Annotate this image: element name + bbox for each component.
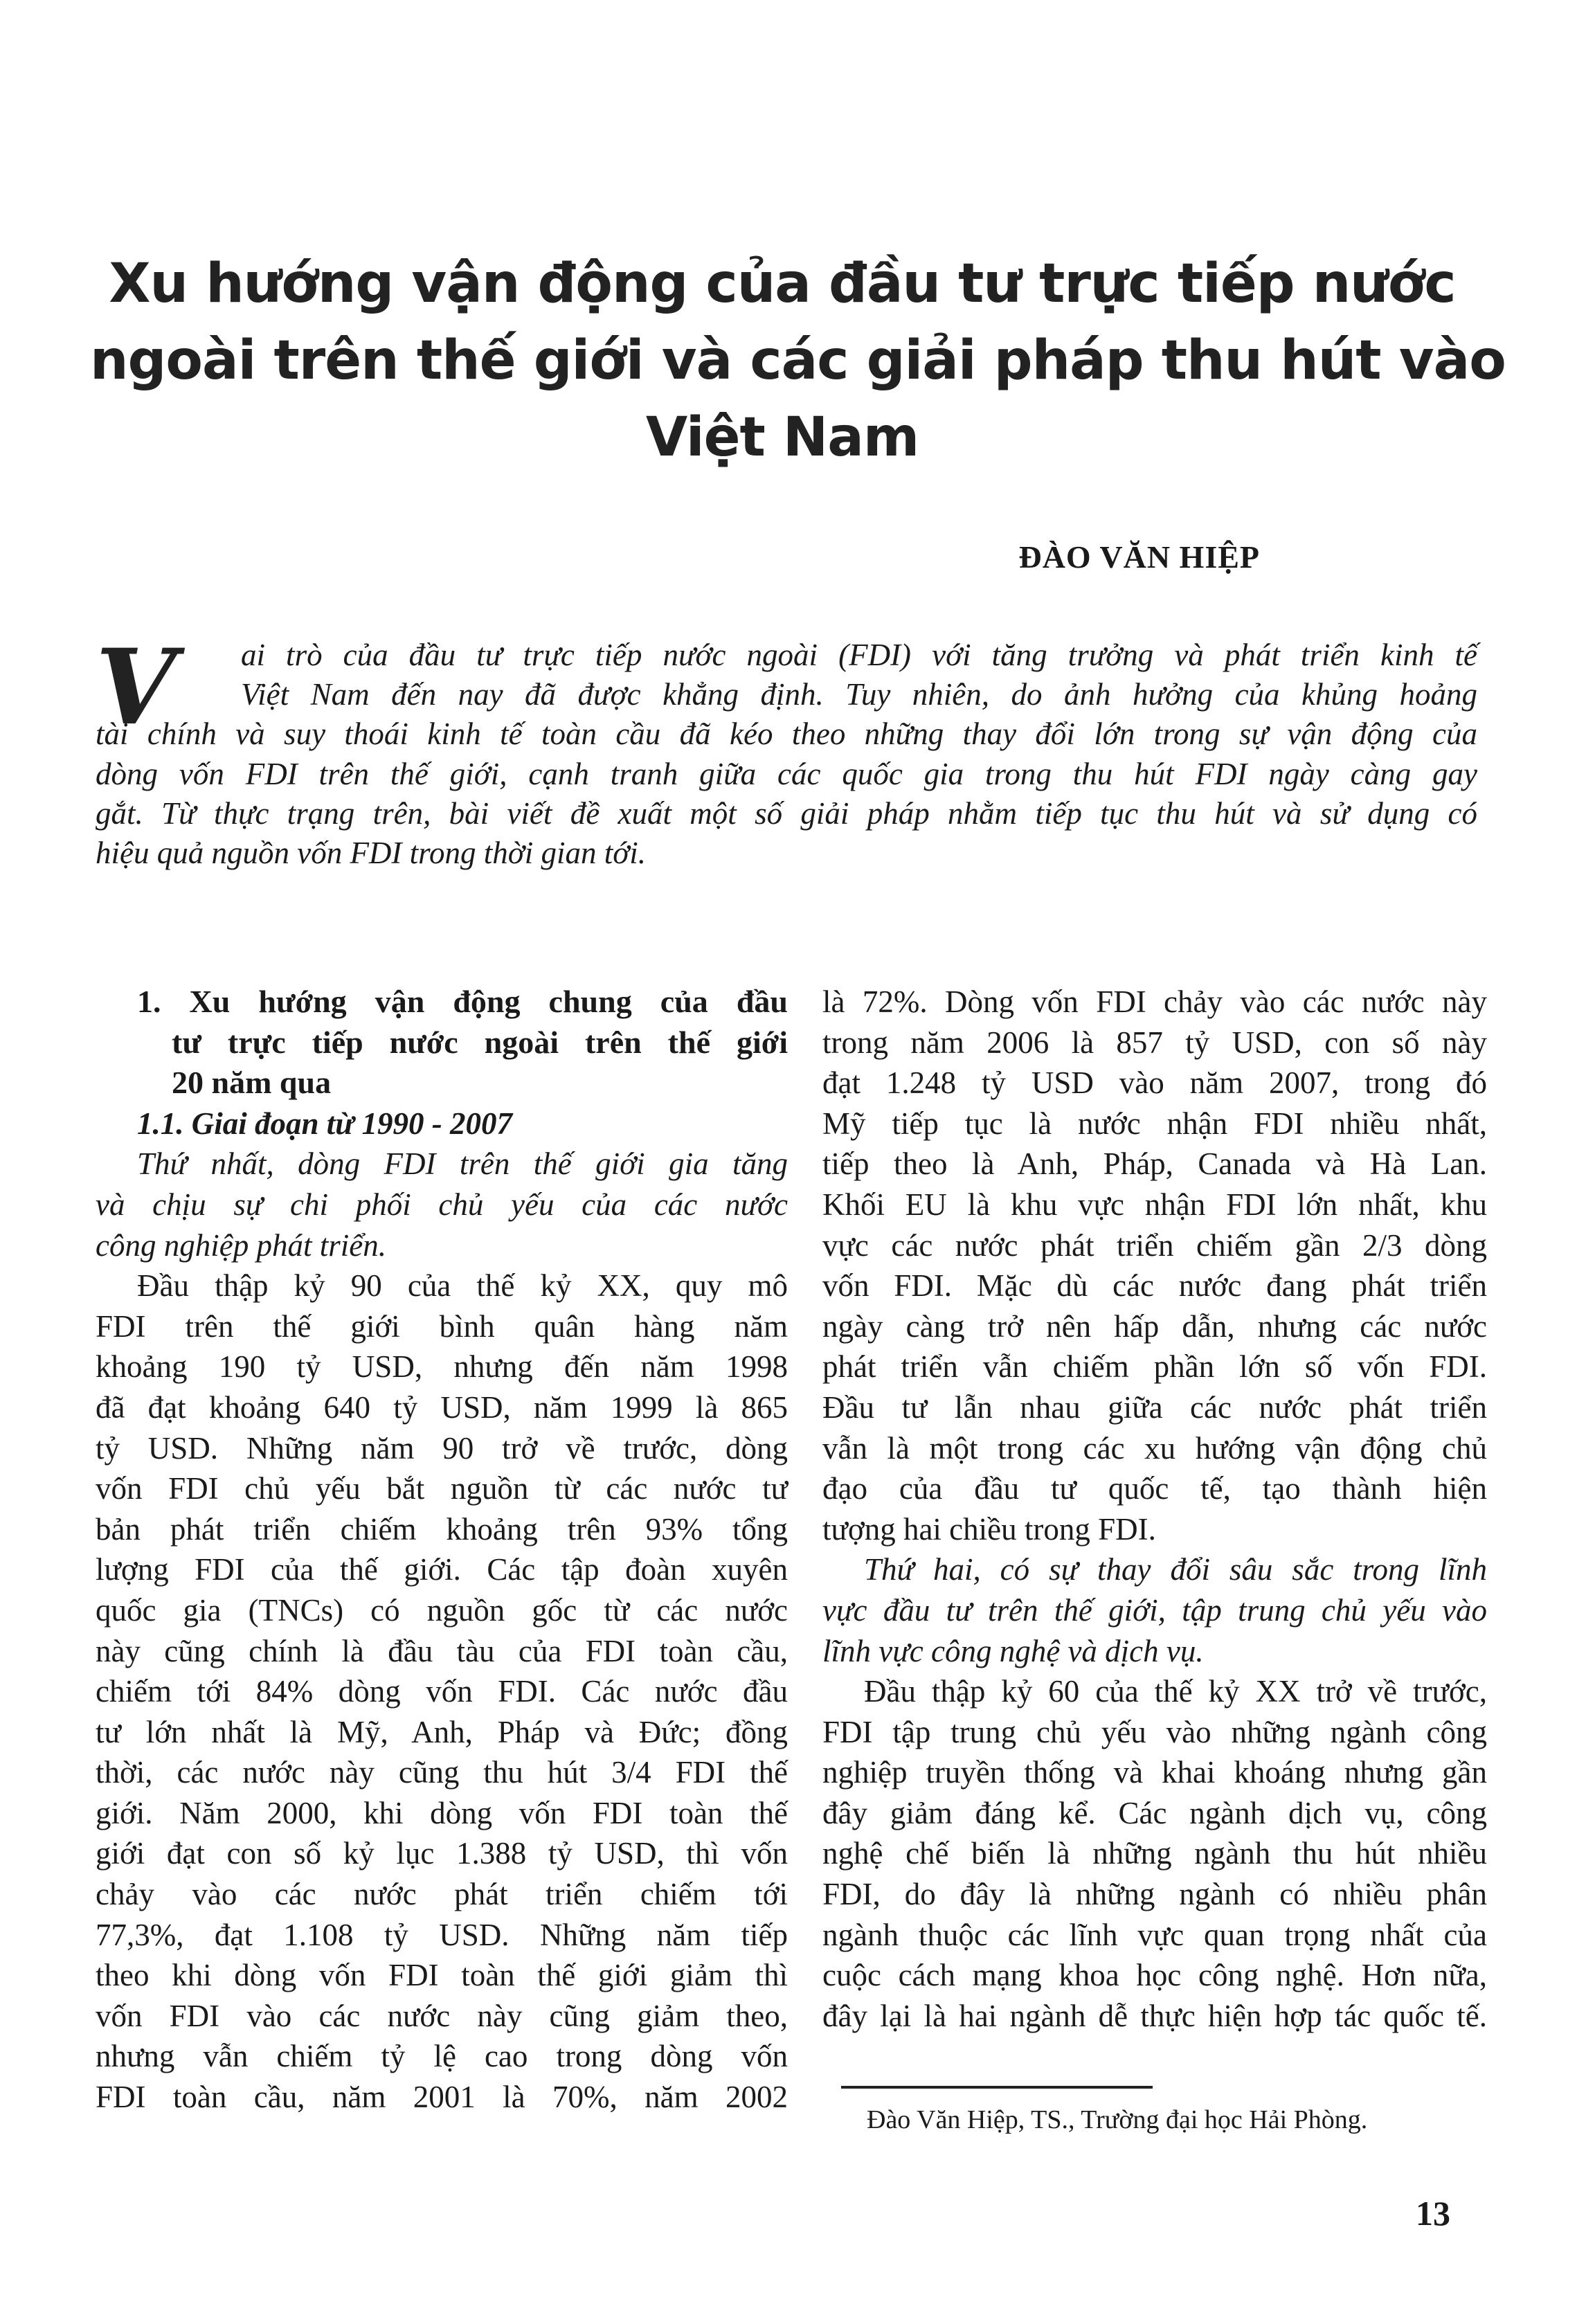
body-line: đã đạt khoảng 640 tỷ USD, năm 1999 là 865 (96, 1389, 788, 1425)
title-line: Xu hướng vận động của đầu tư trực tiếp nước (109, 253, 1456, 315)
title-line: Việt Nam (645, 406, 919, 469)
abstract-line: hiệu quả nguồn vốn FDI trong thời gian tới. (96, 836, 647, 871)
body-line: 77,3%, đạt 1.108 tỷ USD. Những năm tiếp (96, 1917, 788, 1952)
section-heading: 1. Xu hướng vận động chung của đầu (137, 984, 788, 1019)
point-one: công nghiệp phát triển. (96, 1227, 386, 1263)
body-line: vốn FDI. Mặc dù các nước đang phát triển (822, 1268, 1487, 1304)
body-line: FDI, do đây là những ngành có nhiều phân (822, 1877, 1487, 1912)
body-line: Khối EU là khu vực nhận FDI lớn nhất, khu (822, 1187, 1487, 1222)
body-line: FDI toàn cầu, năm 2001 là 70%, năm 2002 (96, 2080, 788, 2115)
body-line: Đầu thập kỷ 90 của thế kỷ XX, quy mô (137, 1268, 788, 1304)
body-line: Đầu thập kỷ 60 của thế kỷ XX trở về trước, (864, 1674, 1487, 1709)
body-line: phát triển vẫn chiếm phần lớn số vốn FDI. (822, 1349, 1487, 1385)
right-column (822, 982, 1487, 2036)
drop-cap: V (96, 627, 177, 748)
body-line: nghiệp truyền thống và khai khoáng nhưng gần (822, 1755, 1487, 1790)
abstract-line: tài chính và suy thoái kinh tế toàn cầu đã kéo theo những thay đổi lớn trong sự vận động của (96, 717, 1477, 752)
body-line: tượng hai chiều trong FDI. (822, 1511, 1156, 1547)
point-one: Thứ nhất, dòng FDI trên thế giới gia tăng (137, 1146, 788, 1182)
body-line: vẫn là một trong các xu hướng vận động chủ (822, 1430, 1487, 1466)
body-line: Đầu tư lẫn nhau giữa các nước phát triển (822, 1389, 1487, 1425)
abstract-line: dòng vốn FDI trên thế giới, cạnh tranh giữa các quốc gia trong thu hút FDI ngày càng gay (96, 756, 1477, 791)
body-line: trong năm 2006 là 857 tỷ USD, con số này (822, 1025, 1487, 1060)
body-line: đạo của đầu tư quốc tế, tạo thành hiện (822, 1471, 1487, 1506)
point-two: lĩnh vực công nghệ và dịch vụ. (822, 1633, 1204, 1668)
footnote-divider (841, 2086, 1153, 2089)
body-line: tư lớn nhất là Mỹ, Anh, Pháp và Đức; đồng (96, 1714, 788, 1749)
body-line: FDI trên thế giới bình quân hàng năm (96, 1308, 788, 1344)
body-line: lượng FDI của thế giới. Các tập đoàn xuyên (96, 1552, 788, 1587)
body-line: quốc gia (TNCs) có nguồn gốc từ các nước (96, 1592, 788, 1628)
body-line: thời, các nước này cũng thu hút 3/4 FDI thế (96, 1755, 788, 1790)
section-heading: tư trực tiếp nước ngoài trên thế giới (172, 1024, 788, 1060)
article-title (90, 246, 1506, 476)
point-two: vực đầu tư trên thế giới, tập trung chủ yếu vào (822, 1592, 1487, 1628)
footnote: Đào Văn Hiệp, TS., Trường đại học Hải Phòng. (867, 2105, 1368, 2134)
body-line: tỷ USD. Những năm 90 trở về trước, dòng (96, 1430, 788, 1466)
body-line: FDI tập trung chủ yếu vào những ngành công (822, 1714, 1487, 1749)
body-line: theo khi dòng vốn FDI toàn thế giới giảm thì (96, 1958, 788, 1993)
abstract-line: Việt Nam đến nay đã được khẳng định. Tuy nhiên, do ảnh hưởng của khủng hoảng (241, 677, 1477, 712)
body-line: ngày càng trở nên hấp dẫn, nhưng các nước (822, 1308, 1487, 1344)
body-line: tiếp theo là Anh, Pháp, Canada và Hà Lan. (822, 1146, 1487, 1182)
body-line: này cũng chính là đầu tàu của FDI toàn cầu, (96, 1633, 788, 1668)
abstract-line: gắt. Từ thực trạng trên, bài viết đề xuất một số giải pháp nhằm tiếp tục thu hút và sử dụng có (96, 795, 1477, 831)
body-line: là 72%. Dòng vốn FDI chảy vào các nước này (822, 984, 1487, 1019)
body-line: đây giảm đáng kể. Các ngành dịch vụ, công (822, 1795, 1487, 1830)
body-line: giới đạt con số kỷ lục 1.388 tỷ USD, thì vốn (96, 1836, 788, 1871)
section-heading: 20 năm qua (172, 1065, 332, 1101)
body-line: bản phát triển chiếm khoảng trên 93% tổng (96, 1511, 788, 1547)
subsection-heading: 1.1. Giai đoạn từ 1990 - 2007 (137, 1106, 512, 1141)
body-line: vốn FDI chủ yếu bắt nguồn từ các nước tư (96, 1471, 788, 1506)
author-name: ĐÀO VĂN HIỆP (1018, 539, 1260, 575)
body-line: nghệ chế biến là những ngành thu hút nhiều (822, 1836, 1487, 1871)
abstract-line: ai trò của đầu tư trực tiếp nước ngoài (FDI) với tăng trưởng và phát triển kinh tế (241, 638, 1477, 672)
title-line: ngoài trên thế giới và các giải pháp thu hút vào (90, 330, 1506, 392)
body-line: khoảng 190 tỷ USD, nhưng đến năm 1998 (96, 1349, 788, 1385)
page-number: 13 (1416, 2194, 1450, 2233)
point-one: và chịu sự chi phối chủ yếu của các nước (96, 1187, 788, 1222)
body-line: chiếm tới 84% dòng vốn FDI. Các nước đầu (96, 1674, 788, 1709)
abstract (96, 627, 1477, 873)
body-line: giới. Năm 2000, khi dòng vốn FDI toàn thế (96, 1795, 788, 1830)
body-line: Mỹ tiếp tục là nước nhận FDI nhiều nhất, (822, 1106, 1487, 1141)
left-column (96, 982, 788, 2118)
body-line: vực các nước phát triển chiếm gần 2/3 dòng (822, 1227, 1487, 1263)
body-line: vốn FDI vào các nước này cũng giảm theo, (96, 1998, 788, 2033)
body-line: cuộc cách mạng khoa học công nghệ. Hơn nữa, (822, 1958, 1487, 1993)
body-line: đạt 1.248 tỷ USD vào năm 2007, trong đó (822, 1065, 1487, 1101)
body-line: đây lại là hai ngành dễ thực hiện hợp tác quốc tế. (822, 1998, 1487, 2033)
point-two: Thứ hai, có sự thay đổi sâu sắc trong lĩnh (864, 1552, 1487, 1587)
body-line: nhưng vẫn chiếm tỷ lệ cao trong dòng vốn (96, 2039, 788, 2074)
body-line: chảy vào các nước phát triển chiếm tới (96, 1877, 788, 1912)
body-line: ngành thuộc các lĩnh vực quan trọng nhất của (822, 1917, 1487, 1952)
